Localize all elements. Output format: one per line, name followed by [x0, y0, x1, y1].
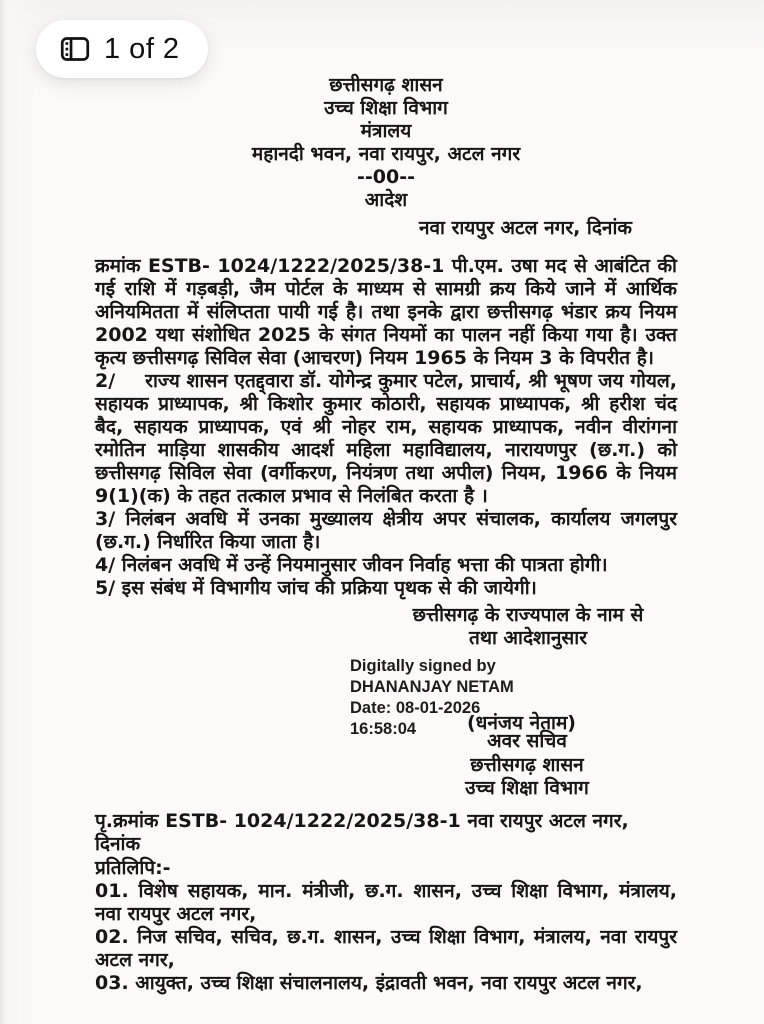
dateline: नवा रायपुर अटल नगर, दिनांक — [418, 217, 632, 239]
header-line-dept: उच्च शिक्षा विभाग — [324, 97, 448, 119]
authority-line-2: तथा आदेशानुसार — [469, 627, 587, 649]
authority-line-1: छत्तीसगढ़ के राज्यपाल के नाम से — [412, 604, 644, 626]
header-line-ministry: मंत्रालय — [360, 120, 412, 142]
document-header — [95, 74, 677, 212]
clause-5: 5/ इस संबंध में विभागीय जांच की प्रक्रिया पृथक से की जायेगी। — [95, 577, 537, 599]
digital-sig-time: 16:58:04 — [350, 720, 417, 738]
designation-dept: उच्च शिक्षा विभाग — [465, 777, 589, 799]
digital-sig-signer: DHANANJAY NETAM — [350, 678, 514, 696]
designation-govt: छत्तीसगढ़ शासन — [470, 753, 584, 776]
copy-item-1: 01. विशेष सहायक, मान. मंत्रीजी, छ.ग. शासन, उच्च शिक्षा विभाग, मंत्रालय, नवा रायपुर अटल नगर, — [95, 880, 677, 925]
para2-number: 2/ — [95, 370, 116, 392]
paragraph-1 — [95, 255, 677, 370]
document-content — [95, 74, 677, 995]
signature-block — [95, 650, 677, 802]
digital-sig-date: Date: 08-01-2026 — [350, 699, 481, 717]
clause-4: 4/ निलंबन अवधि में उन्हें नियमानुसार जीवन निर्वाह भत्ता की पात्रता होगी। — [95, 554, 608, 576]
page-indicator-badge[interactable] — [36, 20, 208, 78]
copy-to-label: प्रतिलिपि:- — [95, 857, 171, 879]
designation-title: अवर सचिव — [487, 730, 567, 752]
copy-item-2: 02. निज सचिव, सचिव, छ.ग. शासन, उच्च शिक्षा विभाग, मंत्रालय, नवा रायपुर अटल नगर, — [95, 926, 677, 971]
signatory-name: (धनंजय नेताम) — [467, 712, 576, 734]
order-number: ESTB- 1024/1222/2025/38-1 — [147, 255, 445, 277]
clause-3: 3/ निलंबन अवधि में उनका मुख्यालय क्षेत्रीय अपर संचालक, कार्यालय जगलपुर (छ.ग.) निर्धारित किया जाता है। — [95, 508, 677, 553]
digital-sig-line-1: Digitally signed by — [350, 657, 496, 675]
para1-body: पी.एम. उषा मद से आबंटित की गई राशि में गड़बड़ी, जैम पोर्टल के माध्यम से सामग्री क्रय किये जाने में आर्थिक अनियमितता में संलिप्तता पायी गई है। तथा इनके द्वारा छत्तीसगढ़ भंडार क्रय नियम 2002 यथा संशोधित 2025 के संगत नियमों का पालन नहीं किया गया है। उक्त कृत्य छत्तीसगढ़ सिविल सेवा (आचरण) नियम 1965 के नियम 3 के विपरीत है। — [95, 255, 677, 369]
signatory-designation — [397, 730, 657, 801]
endorse-prefix: पृ.क्रमांक — [95, 810, 166, 832]
para1-prefix: क्रमांक — [95, 255, 148, 277]
endorse-number: ESTB- 1024/1222/2025/38-1 — [165, 810, 461, 832]
pages-icon — [58, 32, 92, 66]
header-separator: --00-- — [357, 166, 415, 188]
header-line-govt: छत्तीसगढ़ शासन — [329, 74, 443, 96]
copy-item-3: 03. आयुक्त, उच्च शिक्षा संचालनालय, इंद्रावती भवन, नवा रायपुर अटल नगर, — [95, 972, 643, 994]
header-line-address: महानदी भवन, नवा रायपुर, अटल नगर — [251, 143, 521, 165]
para2-body: राज्य शासन एतद्द्वारा डॉ. योगेन्द्र कुमार पटेल, प्राचार्य, श्री भूषण जय गोयल, सहायक प्राध्यापक, श्री किशोर कुमार कोठारी, सहायक प्राध्यापक, श्री हरीश चंद बैद, सहायक प्राध्यापक, एवं श्री नोहर राम, सहायक प्राध्यापक, नवीन वीरांगना रमोतिन माड़िया शासकीय आदर्श महिला महाविद्यालय, नारायणपुर (छ.ग.) को छत्तीसगढ़ सिविल सेवा (वर्गीकरण, नियंत्रण तथा अपील) नियम, 1966 के नियम 9(1)(क) के तहत तत्काल प्रभाव से निलंबित करता है । — [95, 370, 677, 507]
endorsement-line — [95, 810, 677, 856]
endorse-suffix: नवा रायपुर अटल नगर, दिनांक — [95, 810, 629, 855]
authority-block — [382, 604, 674, 650]
header-line-order: आदेश — [364, 189, 408, 211]
paragraph-2 — [95, 370, 677, 508]
page-indicator-label: 1 of 2 — [104, 32, 180, 65]
